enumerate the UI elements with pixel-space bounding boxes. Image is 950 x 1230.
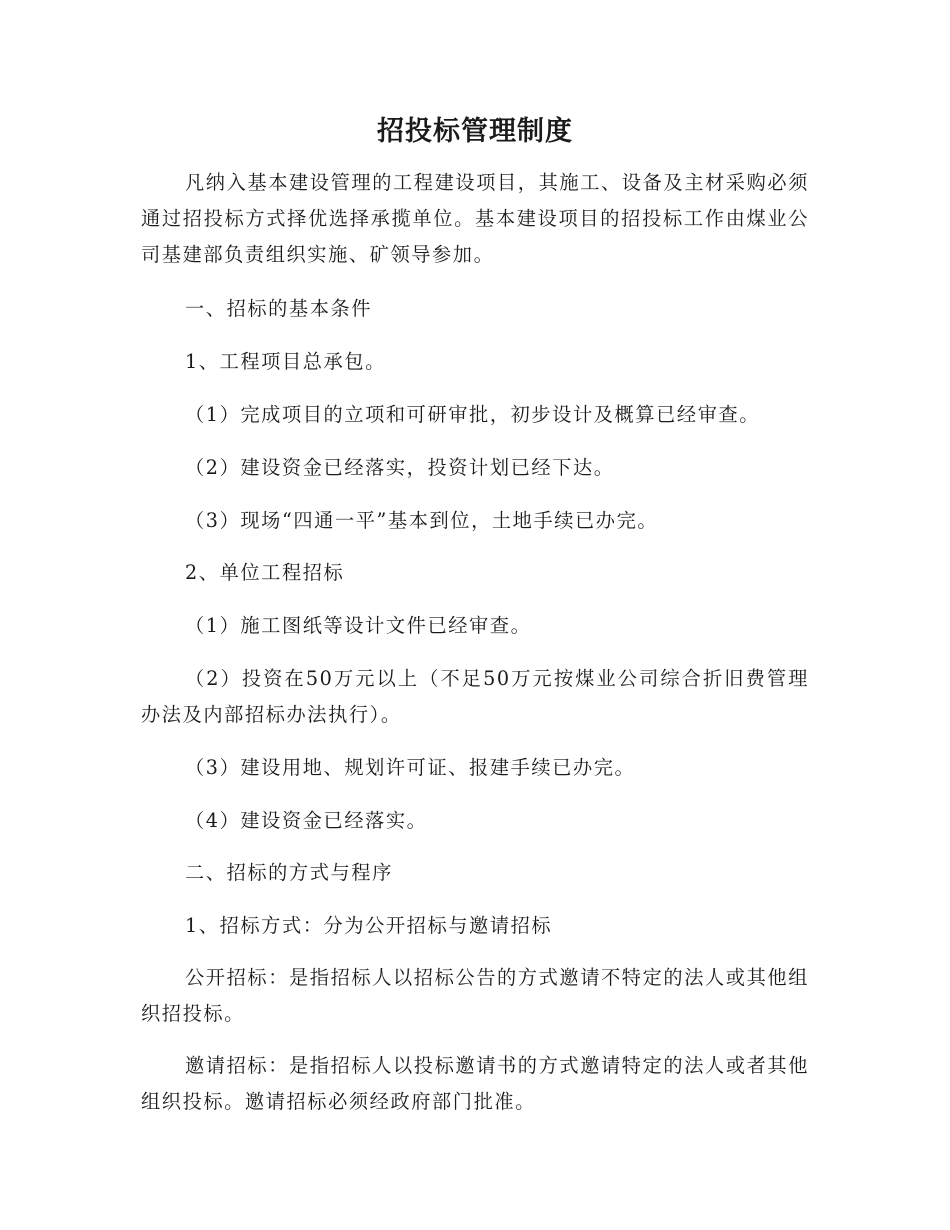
paragraph-intro: 凡纳入基本建设管理的工程建设项目，其施工、设备及主材采购必须通过招投标方式择优选择承揽单位。基本建设项目的招投标工作由煤业公司基建部负责组织实施、矿领导参加。	[141, 171, 809, 266]
heading-section-2: 二、招标的方式与程序	[185, 861, 393, 884]
heading-section-1: 一、招标的基本条件	[185, 297, 373, 320]
heading-item-1: 1、工程项目总承包。	[185, 350, 386, 373]
document-title: 招投标管理制度	[377, 116, 573, 147]
list-item: （2）建设资金已经落实，投资计划已经下达。	[185, 456, 615, 479]
paragraph-open-tender: 公开招标：是指招标人以招标公告的方式邀请不特定的法人或其他组织招投标。	[141, 966, 809, 1025]
list-item: （3）现场“四通一平”基本到位，土地手续已办完。	[185, 509, 659, 532]
list-item: （2）投资在50万元以上（不足50万元按煤业公司综合折旧费管理办法及内部招标办法执行）。	[141, 667, 809, 726]
list-item: （1）施工图纸等设计文件已经审查。	[185, 614, 532, 637]
paragraph-invited-tender: 邀请招标：是指招标人以投标邀请书的方式邀请特定的法人或者其他组织投标。邀请招标必须经政府部门批准。	[141, 1054, 809, 1113]
list-item: （3）建设用地、规划许可证、报建手续已办完。	[185, 756, 636, 779]
heading-item-1-method: 1、招标方式：分为公开招标与邀请招标	[185, 914, 553, 937]
list-item: （1）完成项目的立项和可研审批，初步设计及概算已经审查。	[185, 403, 761, 426]
list-item: （4）建设资金已经落实。	[185, 809, 428, 832]
heading-item-2: 2、单位工程招标	[185, 561, 345, 584]
